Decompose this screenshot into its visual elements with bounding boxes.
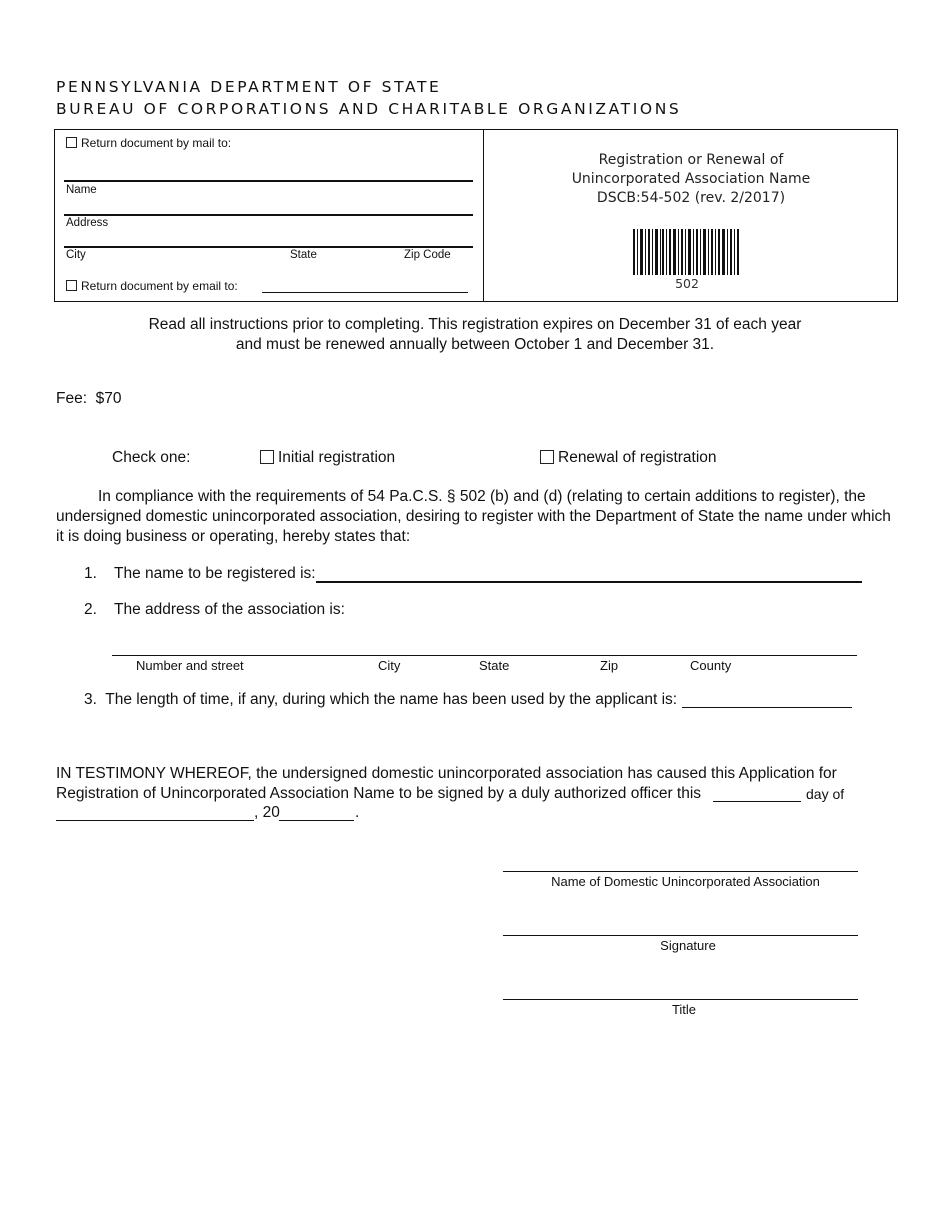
item1-number: 1. [84, 565, 97, 582]
initial-registration-option[interactable] [260, 449, 395, 467]
instructions-line2: and must be renewed annually between October 1 and December 31. [235, 336, 715, 353]
signature-label: Signature [660, 938, 716, 953]
bureau-heading: BUREAU OF CORPORATIONS AND CHARITABLE ORGANIZATIONS [56, 100, 682, 118]
form-title [484, 151, 898, 208]
renewal-registration-label: Renewal of registration [558, 449, 717, 466]
city-state-zip-line[interactable] [64, 246, 473, 248]
return-by-mail-checkbox[interactable] [66, 137, 77, 148]
addr-zip-label: Zip [600, 658, 619, 673]
item3-text: 3. The length of time, if any, during which the name has been used by the applicant is: [84, 691, 678, 708]
compliance-line3: it is doing business or operating, hereby states that: [56, 528, 411, 545]
addr-county-label: County [690, 658, 732, 673]
title-line[interactable] [503, 999, 858, 1000]
name-to-register-line[interactable] [316, 581, 862, 583]
year-prefix: , 20 [254, 804, 280, 821]
addr-number-street-label: Number and street [136, 658, 244, 673]
initial-registration-checkbox[interactable] [260, 450, 274, 464]
form-number: DSCB:54-502 (rev. 2/2017) [596, 190, 786, 206]
state-label: State [290, 249, 317, 261]
item2-text: The address of the association is: [114, 601, 345, 618]
renewal-registration-checkbox[interactable] [540, 450, 554, 464]
addr-state-label: State [479, 658, 510, 673]
form-title-line2: Unincorporated Association Name [571, 171, 811, 187]
return-by-mail-option[interactable] [66, 136, 231, 150]
barcode-number: 502 [675, 276, 699, 291]
return-by-email-checkbox[interactable] [66, 280, 77, 291]
testimony-line2: Registration of Unincorporated Association Name to be signed by a duly authorized officer this [56, 785, 702, 802]
month-line[interactable] [56, 820, 254, 821]
address-label: Address [66, 217, 109, 229]
item1-text: The name to be registered is: [114, 565, 316, 582]
length-of-time-line[interactable] [682, 707, 852, 708]
year-line[interactable] [279, 820, 354, 821]
item2-number: 2. [84, 601, 97, 618]
instructions-line1: Read all instructions prior to completing. This registration expires on December 31 of each year [148, 316, 802, 333]
association-name-line[interactable] [503, 871, 858, 872]
return-by-mail-label: Return document by mail to: [81, 136, 232, 150]
title-label: Title [671, 1002, 697, 1017]
association-address-line[interactable] [112, 655, 857, 656]
zip-code-label: Zip Code [404, 249, 451, 261]
name-line[interactable] [64, 180, 473, 182]
addr-city-label: City [378, 658, 401, 673]
form-title-line1: Registration or Renewal of [598, 152, 784, 168]
renewal-registration-option[interactable] [540, 449, 717, 467]
check-one-label: Check one: [112, 449, 191, 466]
address-line[interactable] [64, 214, 473, 216]
day-line[interactable] [713, 801, 801, 802]
barcode-icon [633, 229, 743, 276]
signature-line[interactable] [503, 935, 858, 936]
email-line[interactable] [262, 292, 468, 293]
association-name-label: Name of Domestic Unincorporated Association [551, 874, 820, 889]
compliance-line2: undersigned domestic unincorporated association, desiring to register with the Department of State the name under which [56, 508, 891, 525]
name-label: Name [66, 184, 97, 196]
testimony-line1: IN TESTIMONY WHEREOF, the undersigned domestic unincorporated association has caused this Application for [56, 765, 837, 782]
year-period: . [355, 804, 360, 821]
return-by-email-label: Return document by email to: [81, 279, 238, 293]
compliance-line1: In compliance with the requirements of 54 Pa.C.S. § 502 (b) and (d) (relating to certain additions to register), the [98, 488, 866, 505]
fee: Fee: $70 [56, 390, 122, 407]
city-label: City [66, 249, 86, 261]
department-heading: PENNSYLVANIA DEPARTMENT OF STATE [56, 78, 442, 96]
initial-registration-label: Initial registration [278, 449, 396, 466]
return-by-email-option[interactable] [66, 279, 238, 293]
compliance-paragraph [56, 487, 926, 547]
instructions [0, 315, 950, 355]
day-of-label: day of [806, 786, 845, 802]
